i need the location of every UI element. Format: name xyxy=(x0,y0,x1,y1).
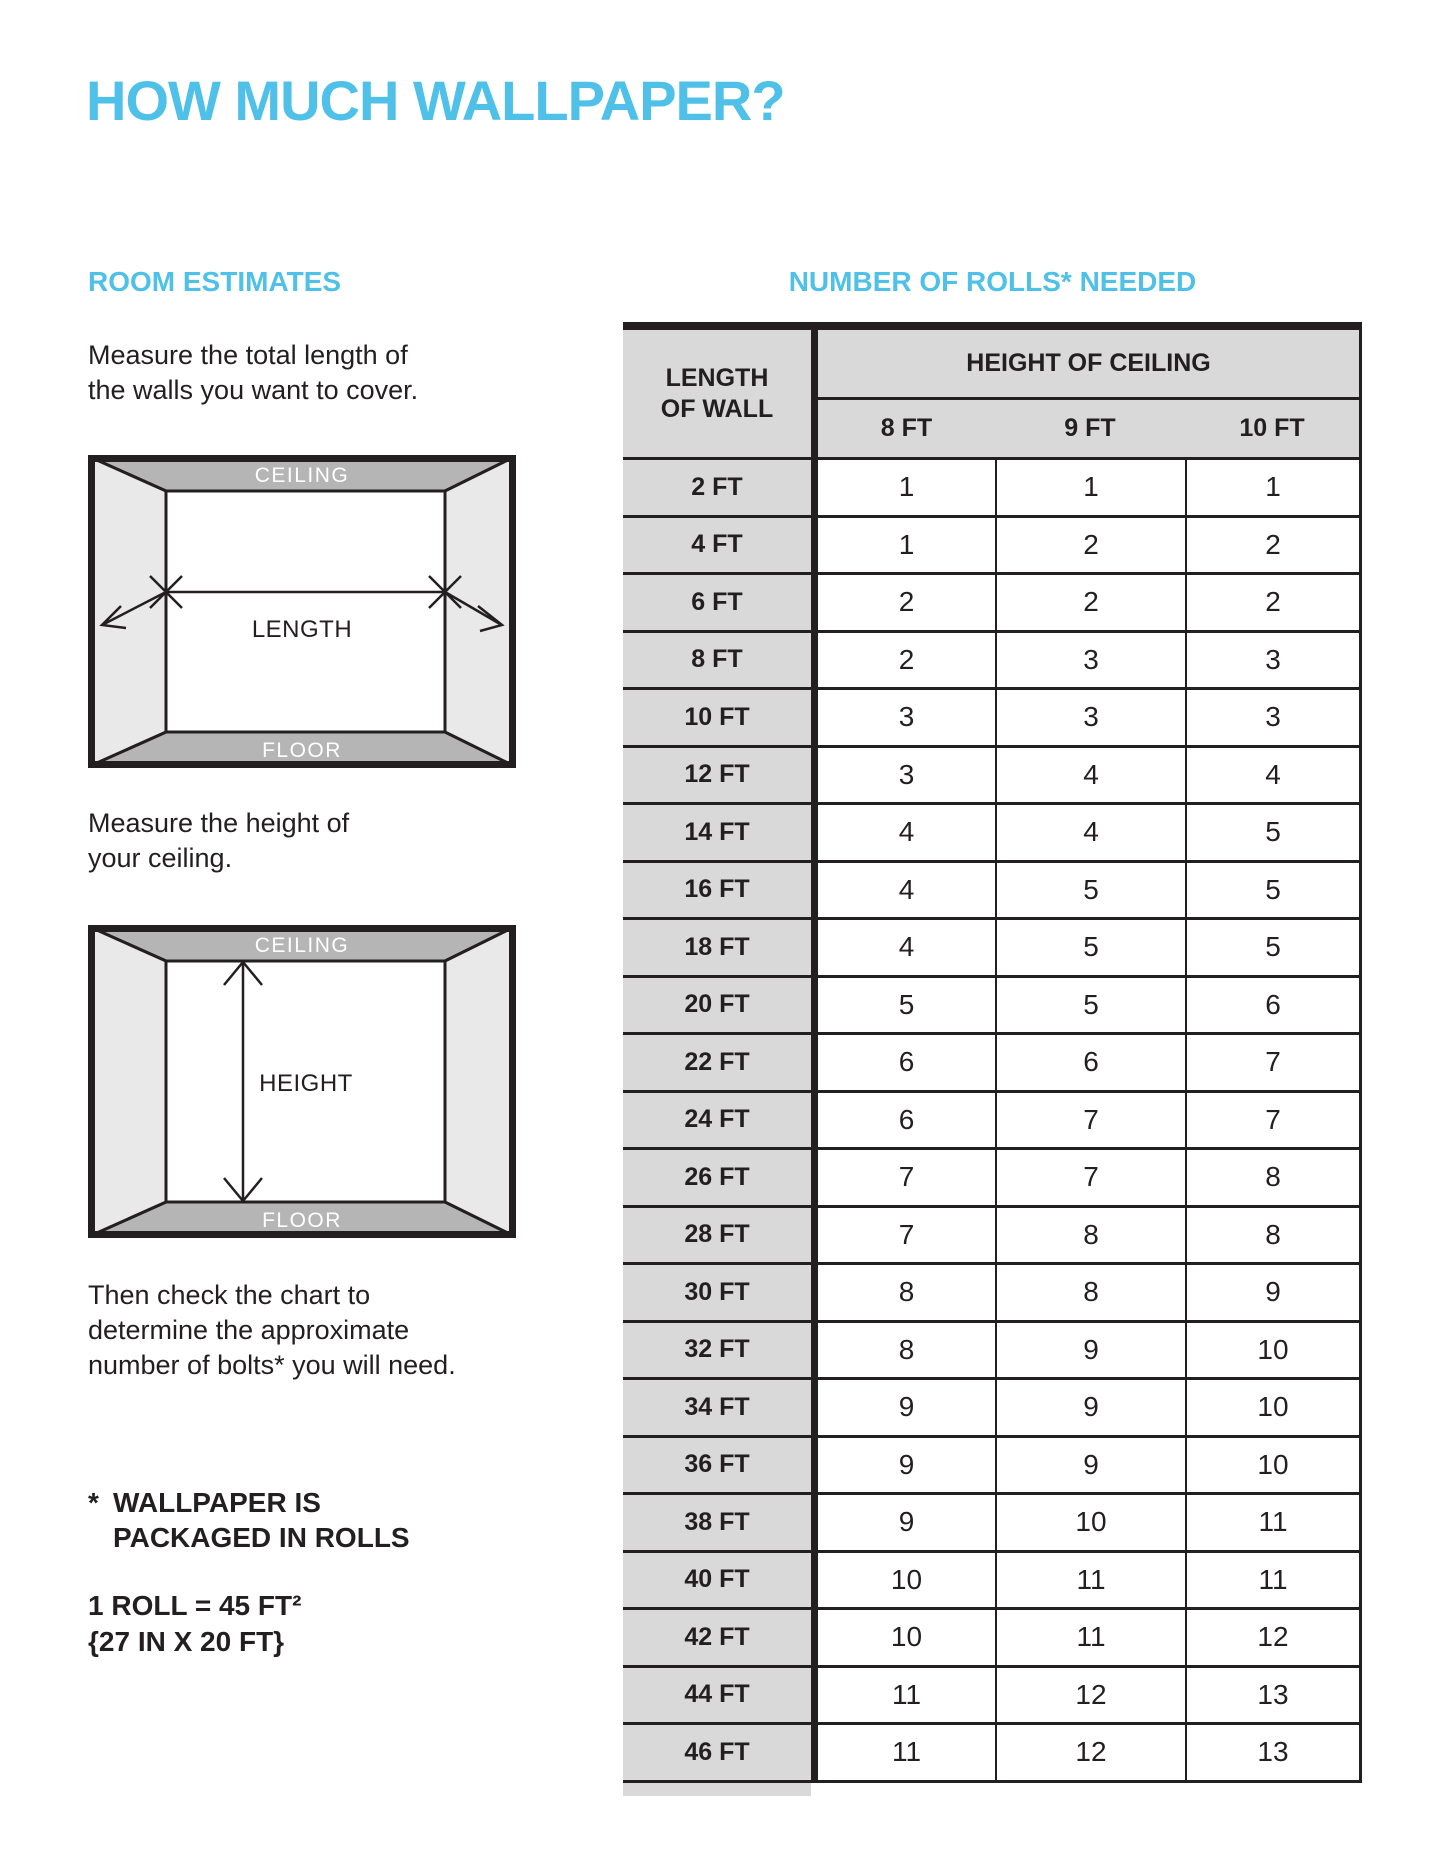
table-cell: 13 xyxy=(1185,1725,1362,1783)
table-cell: 10 xyxy=(1185,1438,1362,1496)
table-cell: 9 xyxy=(811,1495,995,1553)
table-cell: 4 xyxy=(811,920,995,978)
table-cell: 2 xyxy=(1185,518,1362,576)
footnote-asterisk: * xyxy=(88,1487,99,1518)
rolls-needed-heading: NUMBER OF ROLLS* NEEDED xyxy=(788,266,1197,297)
table-cell: 8 xyxy=(1185,1150,1362,1208)
footnote-line: WALLPAPER IS xyxy=(113,1487,321,1518)
table-cell: 9 xyxy=(811,1438,995,1496)
table-row-label: 44 FT xyxy=(623,1668,811,1726)
table-cell: 1 xyxy=(811,460,995,518)
check-chart-text xyxy=(88,1278,456,1383)
length-label: LENGTH xyxy=(251,616,353,643)
table-cell: 11 xyxy=(1185,1495,1362,1553)
table-cell: 8 xyxy=(995,1265,1185,1323)
table-row-label: 10 FT xyxy=(623,690,811,748)
table-cell: 9 xyxy=(995,1438,1185,1496)
group-header-height-of-ceiling: HEIGHT OF CEILING xyxy=(811,330,1362,400)
table-cell: 2 xyxy=(995,518,1185,576)
table-cell: 7 xyxy=(1185,1093,1362,1151)
table-row-label: 24 FT xyxy=(623,1093,811,1151)
table-row-label: 46 FT xyxy=(623,1725,811,1783)
table-row-label: 26 FT xyxy=(623,1150,811,1208)
table-row-label: 14 FT xyxy=(623,805,811,863)
table-cell: 2 xyxy=(995,575,1185,633)
roll-area-line: 1 ROLL = 45 FT² xyxy=(88,1590,302,1621)
table-row-label: 34 FT xyxy=(623,1380,811,1438)
table-cell: 11 xyxy=(995,1553,1185,1611)
table-cell: 12 xyxy=(995,1725,1185,1783)
table-cell: 10 xyxy=(811,1610,995,1668)
table-row-label: 2 FT xyxy=(623,460,811,518)
table-cell: 6 xyxy=(811,1035,995,1093)
table-row-label: 36 FT xyxy=(623,1438,811,1496)
table-cell: 4 xyxy=(811,805,995,863)
table-cell: 9 xyxy=(1185,1265,1362,1323)
table-cell: 8 xyxy=(995,1208,1185,1266)
table-row-label: 42 FT xyxy=(623,1610,811,1668)
table-cell: 7 xyxy=(995,1150,1185,1208)
rolls-table xyxy=(623,322,1362,1783)
table-cell: 6 xyxy=(811,1093,995,1151)
table-cell: 8 xyxy=(811,1323,995,1381)
text-line: your ceiling. xyxy=(88,843,233,873)
table-cell: 2 xyxy=(811,633,995,691)
measure-height-text xyxy=(88,806,349,876)
table-cell: 3 xyxy=(811,748,995,806)
corner-header-line: OF WALL xyxy=(660,394,774,423)
table-cell: 9 xyxy=(995,1323,1185,1381)
table-cell: 2 xyxy=(811,575,995,633)
table-cell: 9 xyxy=(811,1380,995,1438)
table-cell: 10 xyxy=(1185,1323,1362,1381)
back-wall-panel xyxy=(166,491,445,732)
room-height-diagram xyxy=(88,925,516,1238)
table-row-label: 20 FT xyxy=(623,978,811,1036)
table-cell: 10 xyxy=(811,1553,995,1611)
table-cell: 13 xyxy=(1185,1668,1362,1726)
column-header-8ft: 8 FT xyxy=(811,400,995,460)
table-row-label: 12 FT xyxy=(623,748,811,806)
table-row-label: 8 FT xyxy=(623,633,811,691)
table-cell: 7 xyxy=(1185,1035,1362,1093)
table-cell: 3 xyxy=(1185,690,1362,748)
table-cell: 9 xyxy=(995,1380,1185,1438)
table-cell: 3 xyxy=(995,690,1185,748)
floor-label: FLOOR xyxy=(262,739,342,762)
table-cell: 5 xyxy=(995,863,1185,921)
floor-label: FLOOR xyxy=(262,1209,342,1232)
table-row-label: 30 FT xyxy=(623,1265,811,1323)
table-row-label: 16 FT xyxy=(623,863,811,921)
table-cell: 11 xyxy=(811,1725,995,1783)
table-cell: 5 xyxy=(995,920,1185,978)
table-cell: 3 xyxy=(1185,633,1362,691)
table-cell: 7 xyxy=(811,1208,995,1266)
height-label: HEIGHT xyxy=(259,1070,353,1097)
table-cell: 11 xyxy=(995,1610,1185,1668)
table-row-label: 18 FT xyxy=(623,920,811,978)
ceiling-label: CEILING xyxy=(254,464,350,487)
table-cell: 10 xyxy=(995,1495,1185,1553)
table-row-label: 32 FT xyxy=(623,1323,811,1381)
room-estimates-heading: ROOM ESTIMATES xyxy=(88,266,342,297)
table-row-label: 22 FT xyxy=(623,1035,811,1093)
table-cell: 2 xyxy=(1185,575,1362,633)
table-cell: 6 xyxy=(995,1035,1185,1093)
table-cell: 3 xyxy=(811,690,995,748)
table-cell: 4 xyxy=(1185,748,1362,806)
text-line: determine the approximate xyxy=(88,1315,410,1345)
table-cell: 4 xyxy=(995,748,1185,806)
corner-header-length-of-wall xyxy=(623,330,811,460)
table-cell: 5 xyxy=(1185,920,1362,978)
table-cell: 7 xyxy=(995,1093,1185,1151)
table-cell: 5 xyxy=(995,978,1185,1036)
table-cell: 8 xyxy=(1185,1208,1362,1266)
measure-length-text xyxy=(88,338,418,408)
table-cell: 5 xyxy=(1185,805,1362,863)
text-line: the walls you want to cover. xyxy=(88,375,419,405)
table-cell: 11 xyxy=(1185,1553,1362,1611)
table-cell: 3 xyxy=(995,633,1185,691)
table-cell: 1 xyxy=(1185,460,1362,518)
table-cell: 4 xyxy=(811,863,995,921)
table-cell: 7 xyxy=(811,1150,995,1208)
table-row-label: 38 FT xyxy=(623,1495,811,1553)
table-row-label: 40 FT xyxy=(623,1553,811,1611)
table-left-column-tail xyxy=(623,1783,811,1796)
left-wall-panel xyxy=(90,927,166,1236)
text-line: Then check the chart to xyxy=(88,1280,371,1310)
table-cell: 11 xyxy=(811,1668,995,1726)
footnote-line: PACKAGED IN ROLLS xyxy=(113,1522,410,1553)
table-row-label: 6 FT xyxy=(623,575,811,633)
roll-dimensions-line: {27 IN X 20 FT} xyxy=(88,1626,285,1657)
ceiling-label: CEILING xyxy=(254,934,350,957)
column-header-10ft: 10 FT xyxy=(1185,400,1362,460)
table-cell: 12 xyxy=(1185,1610,1362,1668)
page-title: HOW MUCH WALLPAPER? xyxy=(86,69,785,132)
table-cell: 6 xyxy=(1185,978,1362,1036)
room-length-diagram xyxy=(88,455,516,768)
roll-size-info xyxy=(88,1588,301,1660)
right-wall-panel xyxy=(445,927,514,1236)
table-row-label: 28 FT xyxy=(623,1208,811,1266)
table-cell: 12 xyxy=(995,1668,1185,1726)
table-cell: 5 xyxy=(1185,863,1362,921)
rolls-footnote xyxy=(88,1485,410,1555)
corner-header-line: LENGTH xyxy=(665,363,769,392)
table-cell: 4 xyxy=(995,805,1185,863)
table-cell: 1 xyxy=(995,460,1185,518)
table-cell: 10 xyxy=(1185,1380,1362,1438)
text-line: Measure the height of xyxy=(88,808,350,838)
text-line: number of bolts* you will need. xyxy=(88,1350,456,1380)
text-line: Measure the total length of xyxy=(88,340,408,370)
column-header-9ft: 9 FT xyxy=(995,400,1185,460)
table-cell: 8 xyxy=(811,1265,995,1323)
table-cell: 1 xyxy=(811,518,995,576)
table-cell: 5 xyxy=(811,978,995,1036)
table-row-label: 4 FT xyxy=(623,518,811,576)
